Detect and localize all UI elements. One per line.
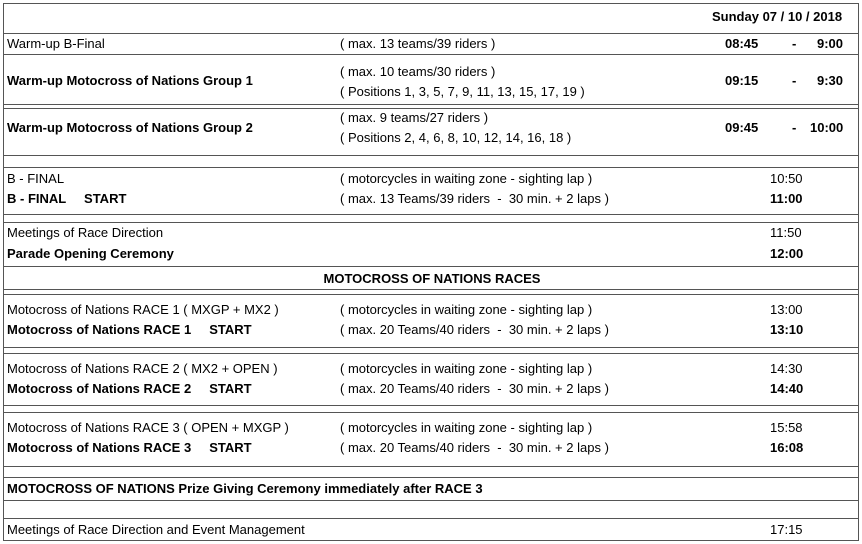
event-label: Warm-up B-Final <box>7 36 105 51</box>
time: 15:58 <box>770 420 803 435</box>
row-divider <box>4 518 858 519</box>
event-label: Warm-up Motocross of Nations Group 1 <box>7 73 253 88</box>
time: 13:00 <box>770 302 803 317</box>
row-divider <box>4 222 858 223</box>
event-info: ( Positions 1, 3, 5, 7, 9, 11, 13, 15, 17, 19 ) <box>340 84 585 99</box>
event-info: ( max. 13 teams/39 riders ) <box>340 36 496 51</box>
row-divider <box>4 412 858 413</box>
event-label: Motocross of Nations RACE 2 ( MX2 + OPEN ) <box>7 361 278 376</box>
time: 12:00 <box>770 246 804 261</box>
row-divider <box>4 477 858 478</box>
event-info: ( motorcycles in waiting zone - sighting lap ) <box>340 302 593 317</box>
end-time: 9:30 <box>817 73 844 88</box>
row-divider <box>4 266 858 267</box>
event-label: Motocross of Nations RACE 2 START <box>7 381 252 396</box>
event-info: ( max. 13 Teams/39 riders - 30 min. + 2 laps ) <box>340 191 609 206</box>
event-label: B - FINAL START <box>7 191 127 206</box>
row-divider <box>4 33 858 34</box>
event-label: Motocross of Nations RACE 1 START <box>7 322 252 337</box>
section-heading: MOTOCROSS OF NATIONS RACES <box>323 271 541 286</box>
time: 11:50 <box>770 225 802 240</box>
event-info: ( max. 9 teams/27 riders ) <box>340 110 489 125</box>
event-label: Warm-up Motocross of Nations Group 2 <box>7 120 253 135</box>
row-divider <box>4 289 858 290</box>
time: 14:40 <box>770 381 804 396</box>
event-label: Parade Opening Ceremony <box>7 246 174 261</box>
end-time: 10:00 <box>810 120 844 135</box>
schedule-sheet <box>3 3 859 541</box>
event-label: B - FINAL <box>7 171 65 186</box>
start-time: 08:45 <box>725 36 759 51</box>
event-info: ( max. 10 teams/30 riders ) <box>340 64 496 79</box>
start-time: 09:15 <box>725 73 759 88</box>
row-divider <box>4 54 858 55</box>
time: 10:50 <box>770 171 803 186</box>
time: 17:15 <box>770 522 803 537</box>
event-label: Motocross of Nations RACE 1 ( MXGP + MX2 ) <box>7 302 279 317</box>
event-label: Meetings of Race Direction and Event Management <box>7 522 305 537</box>
time: 13:10 <box>770 322 804 337</box>
event-info: ( max. 20 Teams/40 riders - 30 min. + 2 laps ) <box>340 322 609 337</box>
event-label: Motocross of Nations RACE 3 START <box>7 440 252 455</box>
time: 16:08 <box>770 440 804 455</box>
row-divider <box>4 155 858 156</box>
end-time: 9:00 <box>817 36 844 51</box>
start-time: 09:45 <box>725 120 759 135</box>
schedule-date: Sunday 07 / 10 / 2018 <box>712 9 843 24</box>
event-info: ( Positions 2, 4, 6, 8, 10, 12, 14, 16, 18 ) <box>340 130 572 145</box>
event-label: Meetings of Race Direction <box>7 225 164 240</box>
event-label: Motocross of Nations RACE 3 ( OPEN + MXGP ) <box>7 420 289 435</box>
event-info: ( max. 20 Teams/40 riders - 30 min. + 2 laps ) <box>340 381 609 396</box>
event-info: ( motorcycles in waiting zone - sighting lap ) <box>340 171 593 186</box>
time-separator: - <box>792 120 797 135</box>
event-info: ( motorcycles in waiting zone - sighting lap ) <box>340 420 593 435</box>
time-separator: - <box>792 36 797 51</box>
row-divider <box>4 347 858 348</box>
row-divider <box>4 405 858 406</box>
time-separator: - <box>792 73 797 88</box>
event-info: ( motorcycles in waiting zone - sighting lap ) <box>340 361 593 376</box>
row-divider <box>4 108 858 109</box>
row-divider <box>4 214 858 215</box>
row-divider <box>4 167 858 168</box>
row-divider <box>4 353 858 354</box>
row-divider <box>4 466 858 467</box>
row-divider <box>4 294 858 295</box>
time: 11:00 <box>770 191 803 206</box>
row-divider <box>4 500 858 501</box>
event-info: ( max. 20 Teams/40 riders - 30 min. + 2 laps ) <box>340 440 609 455</box>
prize-giving-note: MOTOCROSS OF NATIONS Prize Giving Ceremony immediately after RACE 3 <box>7 481 483 496</box>
time: 14:30 <box>770 361 803 376</box>
row-divider <box>4 104 858 105</box>
